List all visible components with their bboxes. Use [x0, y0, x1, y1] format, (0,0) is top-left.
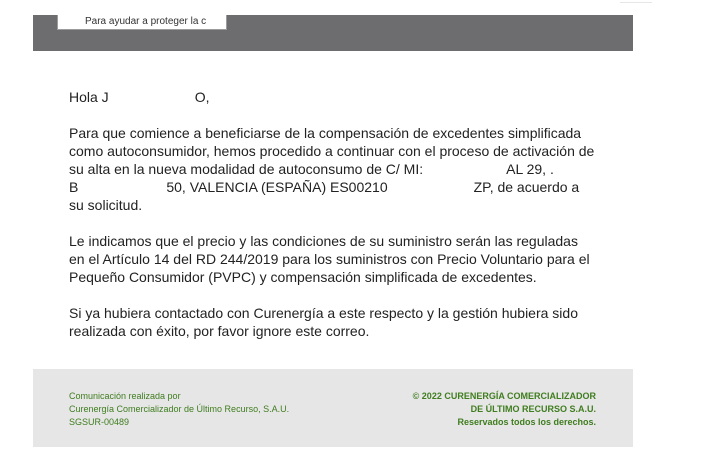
- footer-line: DE ÚLTIMO RECURSO S.A.U.: [470, 404, 596, 414]
- greeting: [69, 88, 609, 106]
- paragraph-line: Le indicamos que el precio y las condiciones de su suministro serán las reguladas: [69, 233, 578, 249]
- top-divider: [620, 2, 652, 3]
- paragraph-line: su solicitud.: [69, 197, 143, 213]
- address-part-1: su alta en la nueva modalidad de autoconsumo de C/ MI:: [69, 161, 424, 177]
- paragraph-line: Si ya hubiera contactado con Curenergía a este respecto y la gestión hubiera sido: [69, 305, 578, 321]
- footer-copyright: [413, 390, 596, 429]
- address-part-5: ZP, de acuerdo a: [473, 179, 580, 195]
- footer-line: Comunicación realizada por: [69, 391, 181, 401]
- paragraph-ignore-notice: [69, 304, 609, 340]
- security-notice-text: Para ayudar a proteger la c: [85, 16, 207, 27]
- paragraph-line: [69, 178, 609, 196]
- email-footer: [33, 369, 633, 447]
- paragraph-activation: [69, 124, 609, 214]
- paragraph-line: [69, 160, 609, 178]
- paragraph-line: en el Artículo 14 del RD 244/2019 para los suministros con Precio Voluntario para el: [69, 251, 590, 267]
- greeting-start: Hola J: [69, 89, 109, 105]
- paragraph-line: como autoconsumidor, hemos procedido a continuar con el proceso de activación de: [69, 143, 595, 159]
- security-notice-box[interactable]: [57, 15, 227, 30]
- address-part-4: 50, VALENCIA (ESPAÑA) ES00210: [166, 179, 388, 195]
- paragraph-line: Para que comience a beneficiarse de la compensación de excedentes simplificada: [69, 125, 582, 141]
- email-body: [69, 88, 609, 358]
- address-part-3: B: [69, 179, 79, 195]
- email-header-banner: [33, 15, 633, 51]
- paragraph-pricing: [69, 232, 609, 286]
- footer-line: © 2022 CURENERGÍA COMERCIALIZADOR: [412, 391, 596, 401]
- paragraph-line: Pequeño Consumidor (PVPC) y compensación simplificada de excedentes.: [69, 269, 537, 285]
- footer-company-info: [69, 390, 289, 429]
- footer-line: Curenergía Comercializador de Último Recurso, S.A.U.: [69, 404, 290, 414]
- paragraph-line: realizada con éxito, por favor ignore este correo.: [69, 323, 370, 339]
- greeting-end: O,: [194, 89, 210, 105]
- footer-line: SGSUR-00489: [69, 417, 130, 427]
- footer-line: Reservados todos los derechos.: [457, 417, 596, 427]
- address-part-2: AL 29, .: [506, 161, 554, 177]
